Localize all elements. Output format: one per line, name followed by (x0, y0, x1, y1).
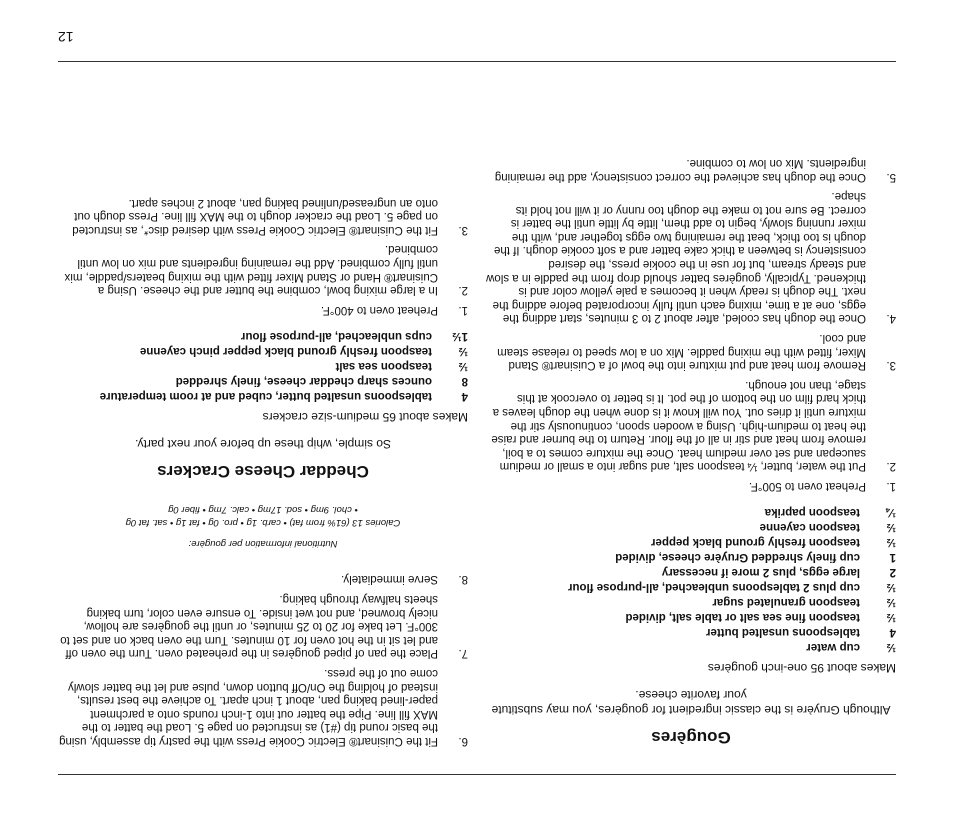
ingredient-marker: ½ (886, 521, 896, 533)
ingredient-text: teaspoon sea salt (335, 359, 432, 372)
step-marker: 1. (886, 480, 896, 492)
step-text: Place the pan of piped gougères in the preheated oven. Turn the oven off and let sit in the hot oven for 10 minutes. Turn the oven back on and set to 300°F. Let bake for 20 to 25 minutes, or until the gougères are hollow, nicely browned, and not wet inside. To ensure even color, turn baking sheets halfway through baking. (60, 593, 438, 660)
ingredient-marker: 4 (889, 626, 896, 638)
ingredient-text: cups unbleached, all-purpose flour (240, 329, 432, 342)
step-marker: 3. (886, 359, 896, 372)
step-marker: 4. (886, 312, 896, 325)
step-text: Fit the Cuisinart® Electric Cookie Press with desired disc*, as instructed on page 5. Load the cracker dough to the MAX fill line. Press dough out onto an ungreased/unlined baking pan, about 2 inches apart. (72, 196, 438, 236)
step-text: Once the dough has achieved the correct consistency, add the remaining ingredients. Mix on low to combine. (494, 156, 866, 183)
step (58, 242, 468, 296)
ingredient-marker: ½ (458, 359, 468, 372)
ingredient-text: cup finely shredded Gruyère cheese, divided (615, 551, 860, 563)
ingredient (486, 549, 896, 564)
ingredient-text: ounces sharp cheddar cheese, finely shredded (175, 374, 432, 387)
ingredient-marker: ½ (886, 536, 896, 548)
ingredient (486, 594, 896, 609)
step-marker: 5. (886, 170, 896, 183)
nutrition-line: Calories 13 (61% from fat) • carb. 1g • pro. 0g • fat 1g • sat. fat 0g (125, 516, 401, 528)
step (486, 330, 896, 371)
step (58, 302, 468, 316)
ingredient (486, 504, 896, 519)
step-text: Once the dough has cooled, after about 2 to 3 minutes, start adding the eggs, one at a time, mixing each until fully incorporated before adding the next. The dough is ready when it becomes a pale yellow color and is thickened. Typically, gougères batter should drop from the paddle in a slow and steady stream, but for use in the cookie press, the desired consistency is between a thick cake batter and a soft cookie dough. If the dough is too thick, beat the remaining two eggs together and, with the mixer running slowly, begin to add them, little by little until the batter is correct. Be sure not to make the dough too runny or it will not hold its shape. (486, 190, 866, 325)
ingredient-marker: ¼ (886, 506, 896, 518)
right-column (58, 189, 468, 747)
ingredient (486, 639, 896, 654)
ingredient-text: teaspoon paprika (764, 506, 860, 518)
step (486, 189, 896, 325)
ingredient-marker: ½ (886, 596, 896, 608)
step-list (486, 155, 896, 492)
ingredient-text: tablespoons unsalted butter (706, 626, 860, 638)
ingredient (58, 388, 468, 403)
ingredient-marker: 8 (461, 374, 468, 387)
page-number: 12 (58, 29, 74, 45)
ingredient-text: tablespoons unsalted butter, cubed and at room temperature (99, 389, 432, 402)
step-text: Preheat oven to 400°F. (320, 303, 438, 316)
recipe-yield: Makes about 95 one-inch gougères (707, 661, 896, 675)
nutrition-info (58, 503, 468, 550)
step (486, 155, 896, 182)
recipe-title: Cheddar Cheese Crackers (157, 461, 369, 481)
recipe-title: Gougères (651, 728, 731, 747)
ingredient (58, 328, 468, 343)
step-marker: 1. (458, 303, 468, 316)
ingredient-text: teaspoon cayenne (759, 521, 860, 533)
ingredient (486, 579, 896, 594)
ingredient-text: teaspoon freshly ground black pepper pinch cayenne (139, 344, 432, 357)
top-rule (58, 774, 896, 775)
step-text: In a large mixing bowl, combine the butter and the cheese. Using a Cuisinart® Hand or Stand Mixer fitted with the mixing beaters/paddle, mix until fully combined. Add the remaining ingredients and mix on low until combined. (64, 243, 438, 297)
ingredient (486, 624, 896, 639)
ingredient-list (58, 328, 468, 403)
ingredient-marker: ½ (886, 581, 896, 593)
step-marker: 7. (458, 647, 468, 660)
ingredient (58, 373, 468, 388)
gougeres-recipe (486, 149, 896, 747)
step-marker: 8. (458, 573, 468, 586)
ingredient-marker: 4 (461, 389, 468, 402)
ingredient-text: teaspoon granulated sugar (712, 596, 860, 608)
step (58, 195, 468, 236)
ingredient-text: teaspoon fine sea salt or table salt, divided (625, 611, 860, 623)
step-text: Put the water, butter, ¼ teaspoon salt, and sugar into a small or medium saucepan and set over medium heat. Once the mixture comes to a boil, remove from heat and stir in all of the flour. Return to the burner and raise the heat to medium-high. Using a wooden spoon, continuously stir the mixture until it dries out. You will know it is done when the dough leaves a thick hard film on the bottom of the pot. It is better to overcook at this stage, than not enough. (491, 378, 866, 473)
ingredient (58, 358, 468, 373)
ingredient-marker: ½ (458, 344, 468, 357)
step-marker: 2. (886, 460, 896, 473)
ingredient-marker: 1 (889, 551, 896, 563)
step-list (58, 195, 468, 316)
ingredient-marker: 1½ (452, 329, 468, 342)
ingredient-list (486, 504, 896, 654)
step-marker: 3. (458, 223, 468, 236)
ingredient-text: teaspoon freshly ground black pepper (651, 536, 860, 548)
ingredient (486, 609, 896, 624)
step-text: Serve immediately. (341, 573, 438, 586)
step (486, 478, 896, 492)
step-marker: 2. (458, 284, 468, 297)
nutrition-line: • chol. 9mg • sod. 17mg • calc. 7mg • fiber 0g (168, 503, 358, 515)
step-list-continued (58, 572, 468, 747)
ingredient (486, 534, 896, 549)
step-text: Remove from heat and put mixture into the bowl of a Cuisinart® Stand Mixer, fitted with the mixing paddle. Mix on a low speed to release steam and cool. (497, 332, 866, 372)
ingredient-text: large eggs, plus 2 more if necessary (661, 566, 860, 578)
ingredient-text: cup plus 2 tablespoons unbleached, all-purpose flour (567, 581, 860, 593)
step (58, 665, 468, 747)
ingredient-marker: ½ (886, 641, 896, 653)
step (58, 572, 468, 586)
recipe-intro: So simple, whip these up before your next party. (135, 436, 391, 451)
bottom-rule (58, 61, 896, 62)
ingredient (58, 343, 468, 358)
recipe-intro: Although Gruyère is the classic ingredient for gougères, you may substitute your favorite cheese. (491, 688, 891, 717)
step-marker: 6. (458, 735, 468, 747)
ingredient-marker: 2 (889, 566, 896, 578)
nutrition-label: Nutritional information per gougère: (188, 537, 338, 549)
step (58, 591, 468, 659)
step-text: Fit the Cuisinart® Electric Cookie Press with the pastry tip assembly, using the basic round tip (#1) as instructed on page 5. Load the batter to the MAX fill line. Pipe the batter out into 1-inch rounds onto a parchment paper-lined baking pan, about 1 inch apart. To achieve the best results, instead of holding the On/Off button down, pulse and let the batter slowly come out of the press. (59, 667, 438, 747)
ingredient-text: cup water (806, 641, 860, 653)
ingredient (486, 519, 896, 534)
recipe-yield: Makes about 65 medium-size crackers (262, 409, 468, 424)
ingredient-marker: ½ (886, 611, 896, 623)
step-text: Preheat oven to 500°F. (748, 480, 866, 492)
ingredient (486, 564, 896, 579)
step (486, 377, 896, 472)
